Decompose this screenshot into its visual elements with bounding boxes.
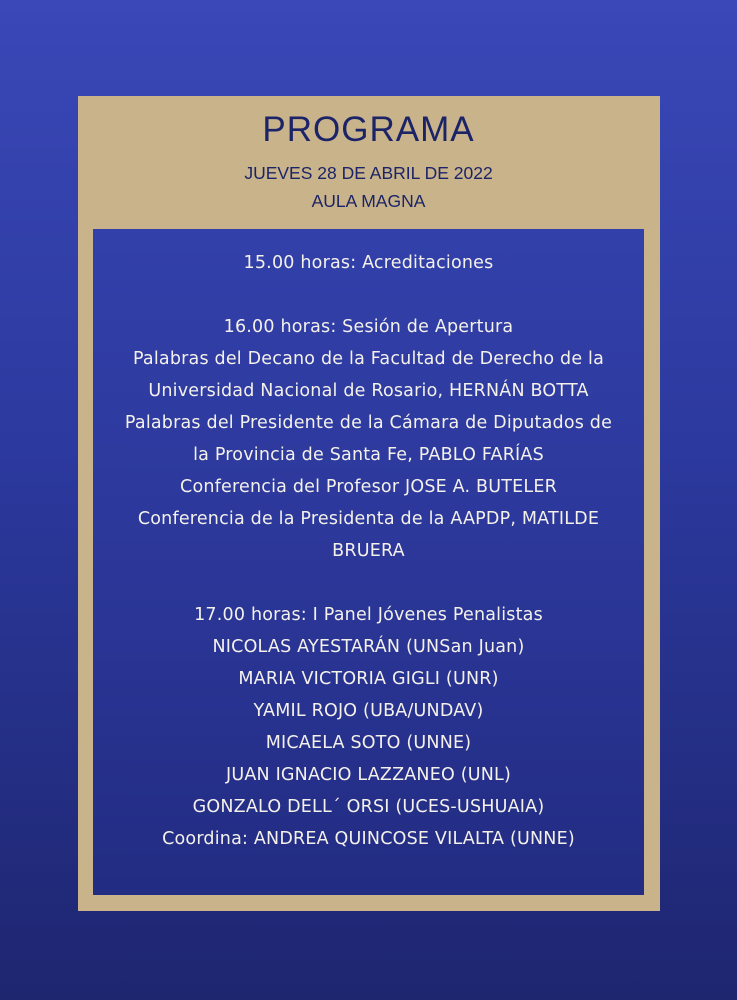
schedule-line: BRUERA [332,541,405,561]
section-gap [93,279,644,311]
schedule-line: Conferencia de la Presidenta de la AAPDP, MATILDE [137,509,600,529]
poster-title: PROGRAMA [262,110,475,149]
program-content-box [93,229,644,895]
schedule-line: Palabras del Presidente de la Cámara de Diputados de [124,413,613,433]
panelist-line: JUAN IGNACIO LAZZANEO (UNL) [225,765,512,785]
panelist-line: MICAELA SOTO (UNNE) [265,733,472,753]
schedule-line: Conferencia del Profesor JOSE A. BUTELER [180,477,557,497]
panelist-line: MARIA VICTORIA GIGLI (UNR) [238,669,499,689]
schedule-line: Universidad Nacional de Rosario, HERNÁN BOTTA [148,381,589,401]
panelist-line: NICOLAS AYESTARÁN (UNSan Juan) [212,637,525,657]
section-gap [93,567,644,599]
event-venue: AULA MAGNA [311,191,426,211]
event-date: JUEVES 28 DE ABRIL DE 2022 [244,163,493,183]
coordinator-line: Coordina: ANDREA QUINCOSE VILALTA (UNNE) [162,829,575,849]
schedule-line: la Provincia de Santa Fe, PABLO FARÍAS [193,445,544,465]
schedule-line: 16.00 horas: Sesión de Apertura [223,317,514,337]
schedule-line: Palabras del Decano de la Facultad de Derecho de la [132,349,605,369]
panelist-line: YAMIL ROJO (UBA/UNDAV) [253,701,484,721]
schedule-line: 17.00 horas: I Panel Jóvenes Penalistas [194,605,543,625]
schedule-line: 15.00 horas: Acreditaciones [243,253,494,273]
program-content [93,247,644,855]
panelist-line: GONZALO DELL´ ORSI (UCES-USHUAIA) [192,797,545,817]
